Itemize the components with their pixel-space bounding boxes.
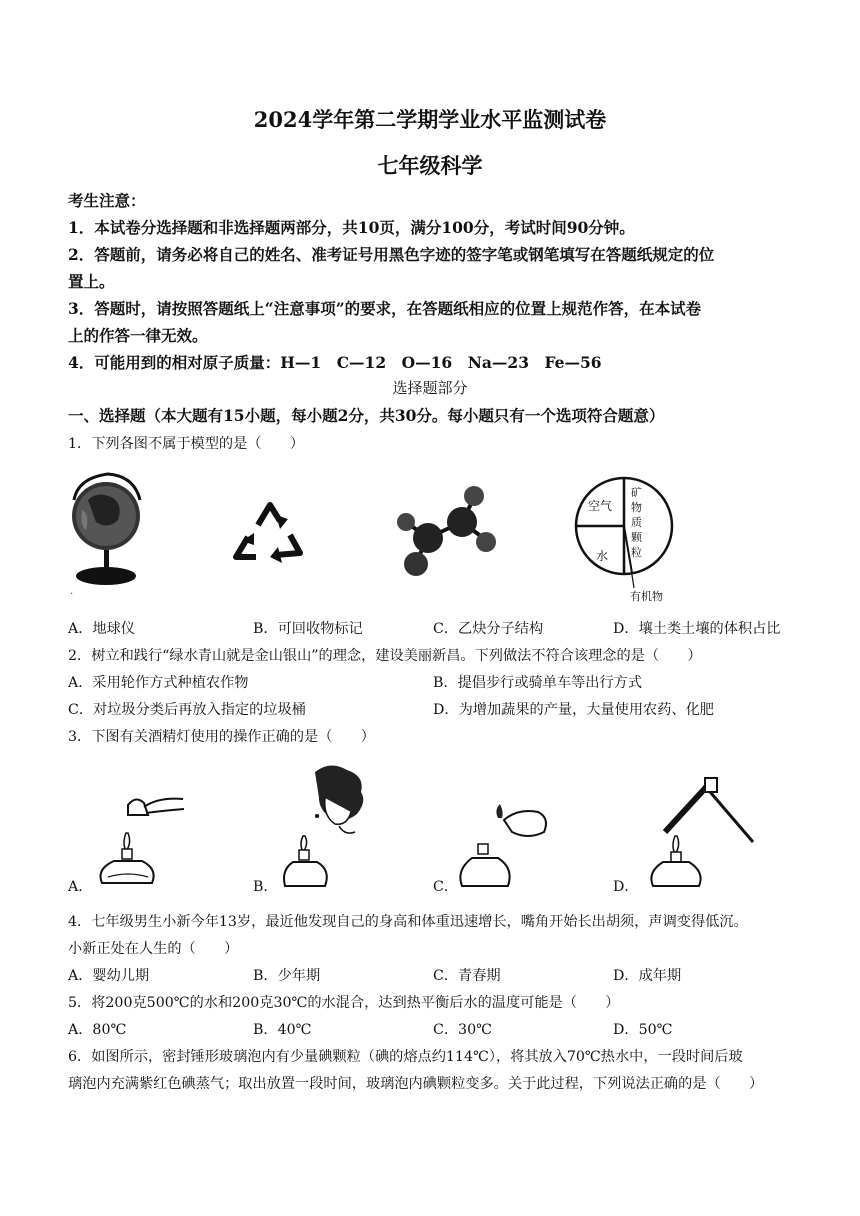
svg-text:矿: 矿 [631, 486, 642, 499]
pie-label-air: 空气 [588, 499, 613, 513]
notice-item-3-line2: 上的作答一律无效。 [68, 326, 208, 345]
alcohol-lamp-a-figure [88, 785, 198, 895]
svg-text:粒: 粒 [631, 546, 642, 559]
q2-option-c: C．对垃圾分类后再放入指定的垃圾桶 [68, 702, 306, 718]
notice-heading: 考生注意： [68, 191, 146, 210]
q3-option-d: D． [613, 879, 639, 895]
q6-stem-line1: 6．如图所示，密封锤形玻璃泡内有少量碘颗粒（碘的熔点约114℃），将其放入70℃热水中，一段时间后玻 [68, 1049, 743, 1065]
q1-option-b: B．可回收物标记 [253, 621, 363, 637]
q5-option-c: C．30℃ [433, 1022, 492, 1038]
q2-option-a: A．采用轮作方式种植农作物 [68, 675, 249, 691]
notice-item-3-line1: 3．答题时，请按照答题纸上“注意事项”的要求，在答题纸相应的位置上规范作答，在本试卷 [68, 299, 702, 318]
q3-option-b: B． [253, 879, 278, 895]
alcohol-lamp-b-figure [285, 762, 375, 892]
exam-title: 2024学年第二学期学业水平监测试卷 [253, 107, 607, 132]
pie-label-organic: 有机物 [630, 590, 663, 603]
notice-item-4: 4．可能用到的相对原子质量：H—1 C—12 O—16 Na—23 Fe—56 [68, 353, 602, 372]
exam-subtitle: 七年级科学 [377, 153, 483, 178]
q5-option-d: D．50℃ [613, 1022, 673, 1038]
q5-option-a: A．80℃ [68, 1022, 127, 1038]
q2-option-b: B．提倡步行或骑单车等出行方式 [433, 675, 643, 691]
q4-stem-line2: 小新正处在人生的（ ） [68, 941, 239, 957]
notice-item-1: 1．本试卷分选择题和非选择题两部分，共10页，满分100分，考试时间90分钟。 [68, 218, 635, 237]
q5-option-b: B．40℃ [253, 1022, 312, 1038]
q1-stem: 1．下列各图不属于模型的是（ ） [68, 436, 305, 452]
q2-option-d: D．为增加蔬果的产量，大量使用农药、化肥 [433, 702, 714, 718]
q3-option-c: C． [433, 879, 459, 895]
pie-label-minerals [631, 485, 643, 559]
q3-stem: 3．下图有关酒精灯使用的操作正确的是（ ） [68, 729, 375, 745]
q1-option-d: D．壤土类土壤的体积占比 [613, 621, 781, 637]
q4-option-a: A．婴幼儿期 [68, 968, 150, 984]
section-label: 选择题部分 [392, 379, 468, 397]
q4-stem-line1: 4．七年级男生小新今年13岁，最近他发现自己的身高和体重迅速增长，嘴角开始长出胡须，声调变得低沉。 [68, 914, 748, 930]
q1-option-a: A．地球仪 [68, 621, 135, 637]
svg-text:.: . [70, 586, 74, 597]
notice-item-2-line1: 2．答题前，请务必将自己的姓名、准考证号用黑色字迹的签字笔或钢笔填写在答题纸规定的位 [68, 245, 715, 264]
q4-option-d: D．成年期 [613, 968, 682, 984]
part1-heading: 一、选择题（本大题有15小题，每小题2分，共30分。每小题只有一个选项符合题意） [68, 406, 665, 425]
q4-option-b: B．少年期 [253, 968, 321, 984]
alcohol-lamp-c-figure [458, 800, 558, 895]
alcohol-lamp-d-figure [645, 772, 765, 892]
notice-item-2-line2: 置上。 [68, 272, 115, 291]
q5-stem: 5．将200克500℃的水和200克30℃的水混合，达到热平衡后水的温度可能是（ ） [68, 995, 620, 1011]
soil-pie-figure [568, 466, 708, 606]
pie-label-water: 水 [596, 549, 609, 563]
svg-text:颗: 颗 [631, 531, 642, 544]
svg-text:质: 质 [631, 516, 642, 529]
q2-stem: 2．树立和践行“绿水青山就是金山银山”的理念，建设美丽新昌。下列做法不符合该理念的是（ ） [68, 648, 702, 664]
q1-option-c: C．乙炔分子结构 [433, 621, 544, 637]
q6-stem-line2: 璃泡内充满紫红色碘蒸气；取出放置一段时间，玻璃泡内碘颗粒变多。关于此过程，下列说法正确的是（ ） [68, 1076, 764, 1092]
recycle-icon [228, 495, 313, 570]
q4-option-c: C．青春期 [433, 968, 501, 984]
svg-text:物: 物 [631, 501, 642, 514]
acetylene-molecule-figure [388, 482, 498, 582]
q3-option-a: A． [68, 879, 93, 895]
globe-figure [68, 470, 148, 597]
